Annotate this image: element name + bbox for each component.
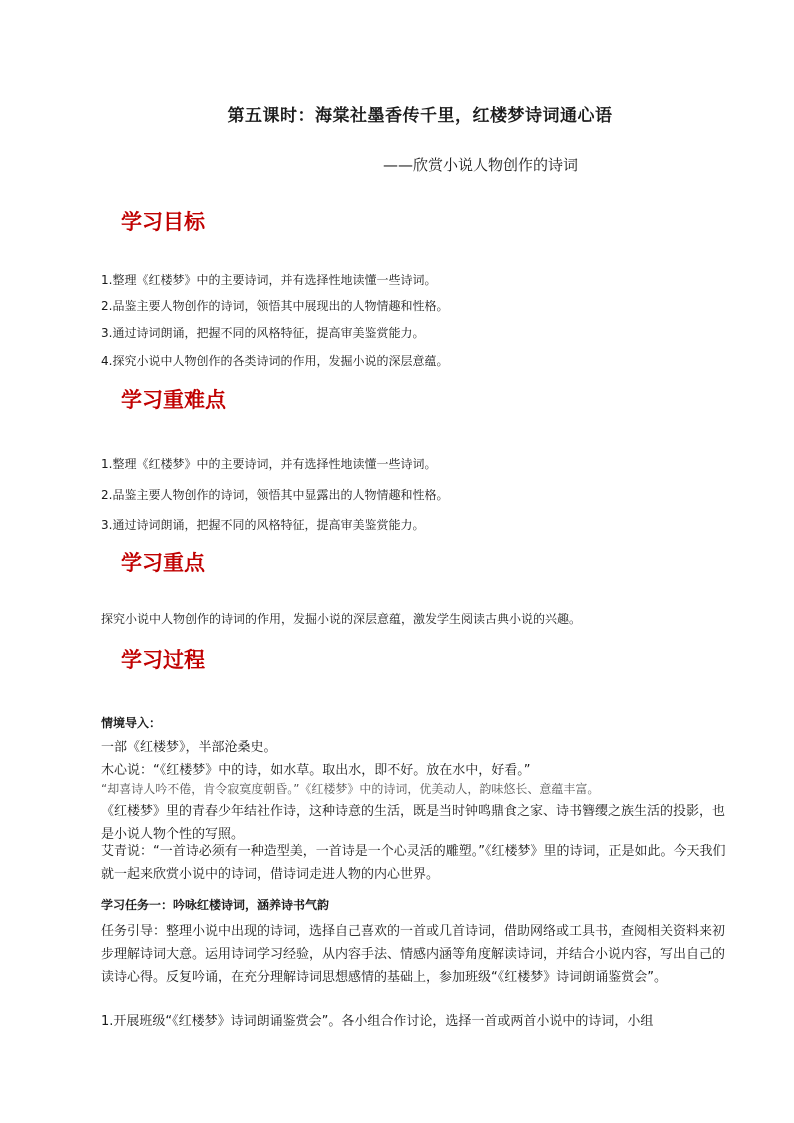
focus-heading: 学习重点 — [121, 550, 205, 575]
task1-guide: 任务引导：整理小说中出现的诗词，选择自己喜欢的一首或几首诗词，借助网络或工具书，查阅相关资料来初步理解诗词大意。运用诗词学习经验，从内容手法、情感内涵等角度解读诗词，并结合小说内容，写出自己的读诗心得。反复吟诵，在充分理解诗词思想感情的基础上，参加班级“《红楼梦》诗词朗诵鉴赏会”。 — [101, 924, 726, 985]
process-heading: 学习过程 — [121, 647, 205, 672]
intro-line-4: 《红楼梦》里的青春少年结社作诗，这种诗意的生活，既是当时钟鸣鼎食之家、诗书簪缨之族生活的投影，也是小说人物个性的写照。 — [101, 804, 726, 842]
task1-label: 学习任务一：吟咏红楼诗词，涵养诗书气韵 — [101, 898, 330, 912]
intro-line-5: 艾青说：“一首诗必须有一种造型美，一首诗是一个心灵活的雕塑。”《红楼梦》里的诗词，正是如此。今天我们就一起来欣赏小说中的诗词，借诗词走进人物的内心世界。 — [101, 844, 726, 882]
lesson-title: 第五课时：海棠社墨香传千里，红楼梦诗词通心语 — [227, 106, 613, 126]
goals-heading: 学习目标 — [121, 209, 205, 234]
goals-item-2: 2.品鉴主要人物创作的诗词，领悟其中展现出的人物情趣和性格。 — [101, 299, 449, 313]
task1-item-1: 1.开展班级“《红楼梦》诗词朗诵鉴赏会”。各小组合作讨论，选择一首或两首小说中的诗词，小组 — [101, 1014, 654, 1029]
lesson-subtitle: ——欣赏小说人物创作的诗词 — [383, 156, 579, 174]
difficulties-item-1: 1.整理《红楼梦》中的主要诗词，并有选择性地读懂一些诗词。 — [101, 457, 437, 471]
goals-item-1: 1.整理《红楼梦》中的主要诗词，并有选择性地读懂一些诗词。 — [101, 273, 437, 287]
intro-label: 情境导入： — [101, 716, 162, 730]
goals-item-3: 3.通过诗词朗诵，把握不同的风格特征，提高审美鉴赏能力。 — [101, 326, 425, 340]
intro-line-1: 一部《红楼梦》，半部沧桑史。 — [101, 740, 277, 755]
difficulties-item-3: 3.通过诗词朗诵，把握不同的风格特征，提高审美鉴赏能力。 — [101, 518, 425, 532]
difficulties-heading: 学习重难点 — [121, 387, 226, 412]
goals-item-4: 4.探究小说中人物创作的各类诗词的作用，发掘小说的深层意蕴。 — [101, 354, 449, 368]
intro-line-3: “却喜诗人吟不倦，肯令寂寞度朝昏。”《红楼梦》中的诗词，优美动人，韵味悠长、意蕴丰富。 — [101, 782, 600, 796]
difficulties-item-2: 2.品鉴主要人物创作的诗词，领悟其中显露出的人物情趣和性格。 — [101, 488, 449, 502]
focus-text: 探究小说中人物创作的诗词的作用，发掘小说的深层意蕴，激发学生阅读古典小说的兴趣。 — [101, 612, 582, 626]
intro-line-2: 木心说：“《红楼梦》中的诗，如水草。取出水，即不好。放在水中，好看。” — [101, 763, 531, 778]
